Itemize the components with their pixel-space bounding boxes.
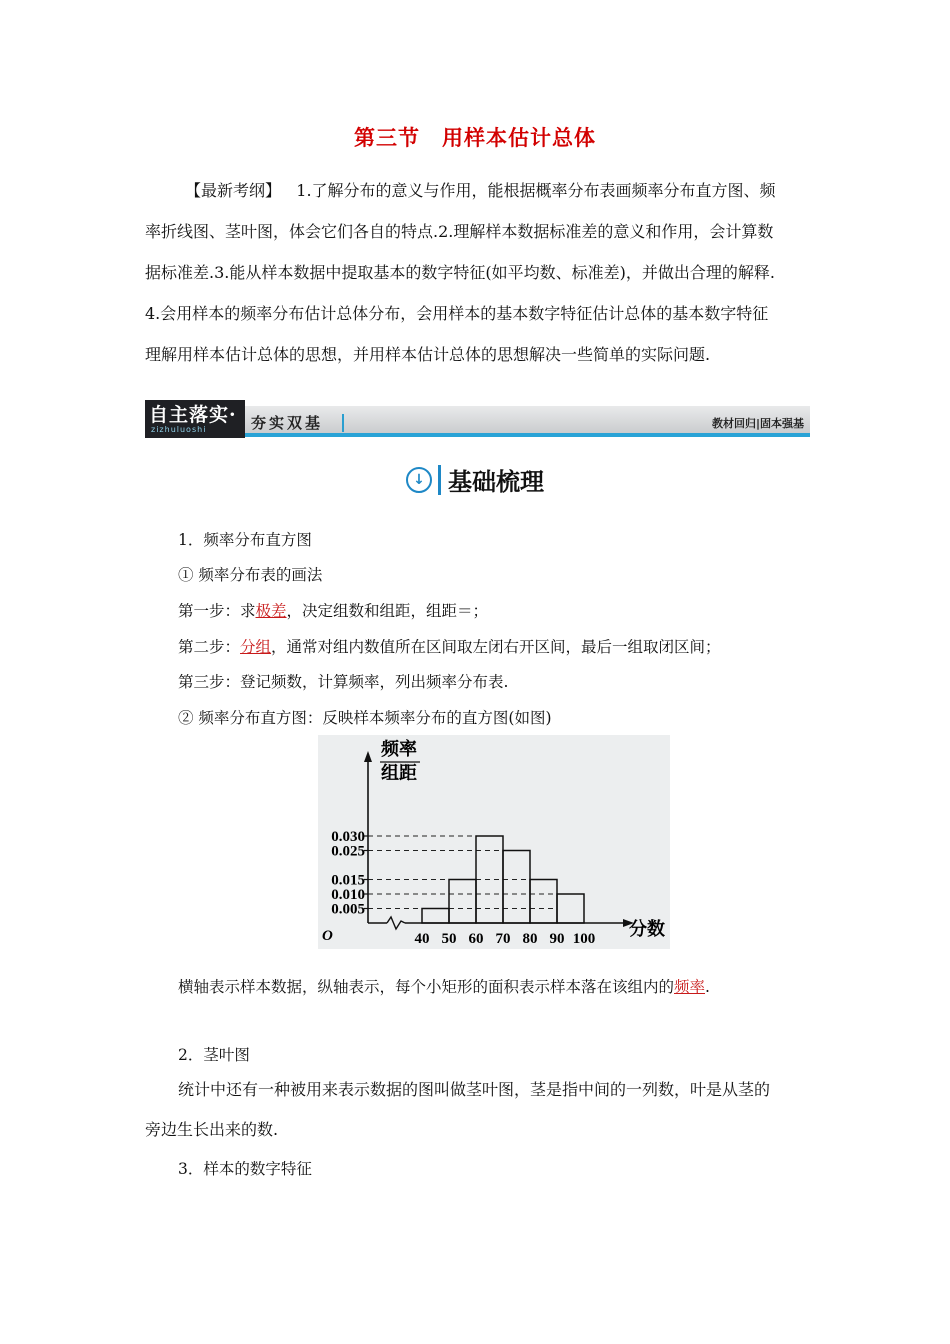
y-tick-label: 0.025 <box>331 843 365 860</box>
y-tick-label: 0.030 <box>331 829 365 845</box>
banner-sub: 夯实双基 <box>251 414 324 432</box>
histogram-explanation: 横轴表示样本数据，纵轴表示，每个小矩形的面积表示样本落在该组内的频率. <box>178 978 710 996</box>
banner-pinyin: zizhuluoshi <box>151 425 207 434</box>
item-1-sub: ① 频率分布表的画法 <box>178 566 323 584</box>
section-banner <box>145 400 810 438</box>
banner-right: 教材回归|固本强基 <box>711 417 804 430</box>
y-tick-label: 0.005 <box>331 901 365 918</box>
histogram-chart <box>310 735 680 950</box>
y-label-bottom: 组距 <box>381 763 417 783</box>
blank-answer: 极差 <box>255 602 287 620</box>
page-title: 第三节 用样本估计总体 <box>354 126 596 150</box>
x-tick-label: 80 <box>522 931 538 947</box>
item-3-title: 3．样本的数字特征 <box>178 1160 312 1178</box>
y-tick-label: 0.010 <box>331 887 365 903</box>
banner-main: 自主落实· <box>149 404 237 426</box>
section-heading <box>0 462 950 502</box>
x-tick-label: 100 <box>572 931 596 947</box>
x-axis-label: 分数 <box>629 919 665 939</box>
syllabus-line-2: 率折线图、茎叶图，体会它们各自的特点.2.理解样本数据标准差的意义和作用，会计算数 <box>145 222 774 241</box>
syllabus-tag: 【最新考纲】 <box>185 181 282 200</box>
section-heading-text: 基础梳理 <box>448 468 544 496</box>
step-1: 第一步：求极差，决定组数和组距，组距＝； <box>178 602 489 620</box>
stem-leaf-description: 统计中还有一种被用来表示数据的图叫做茎叶图，茎是指中间的一列数，叶是从茎的 旁边生长出来的数. <box>145 1080 771 1139</box>
down-arrow-icon: ↓ <box>406 467 432 493</box>
chart-background <box>318 735 670 949</box>
x-tick-label: 50 <box>441 931 457 947</box>
x-tick-label: 90 <box>549 931 565 947</box>
syllabus-block <box>145 170 810 375</box>
item-1-title: 1．频率分布直方图 <box>178 531 312 549</box>
x-tick-label: 60 <box>468 931 484 947</box>
x-tick-label: 70 <box>495 931 511 947</box>
syllabus-line-1: 【最新考纲】 1.了解分布的意义与作用，能根据概率分布表画频率分布直方图、频 <box>185 181 776 200</box>
step-2: 第二步：分组，通常对组内数值所在区间取左闭右开区间，最后一组取闭区间； <box>178 638 721 656</box>
blank-answer: 频率 <box>674 978 706 996</box>
step-3: 第三步：登记频数，计算频率，列出频率分布表. <box>178 673 509 691</box>
origin-label: O <box>322 928 333 944</box>
item-2-sub: ② 频率分布直方图：反映样本频率分布的直方图(如图) <box>178 709 552 727</box>
y-label-top: 频率 <box>381 739 417 759</box>
syllabus-line-3: 据标准差.3.能从样本数据中提取基本的数字特征(如平均数、标准差)，并做出合理的解释. <box>145 263 775 282</box>
y-tick-label: 0.015 <box>331 872 365 889</box>
item-2-title: 2．茎叶图 <box>178 1046 250 1064</box>
blank-answer: 分组 <box>240 638 272 656</box>
syllabus-line-5: 理解用样本估计总体的思想，并用样本估计总体的思想解决一些简单的实际问题. <box>145 345 711 364</box>
syllabus-line-4: 4.会用样本的频率分布估计总体分布，会用样本的基本数字特征估计总体的基本数字特征 <box>145 304 769 323</box>
x-tick-label: 40 <box>414 931 430 947</box>
